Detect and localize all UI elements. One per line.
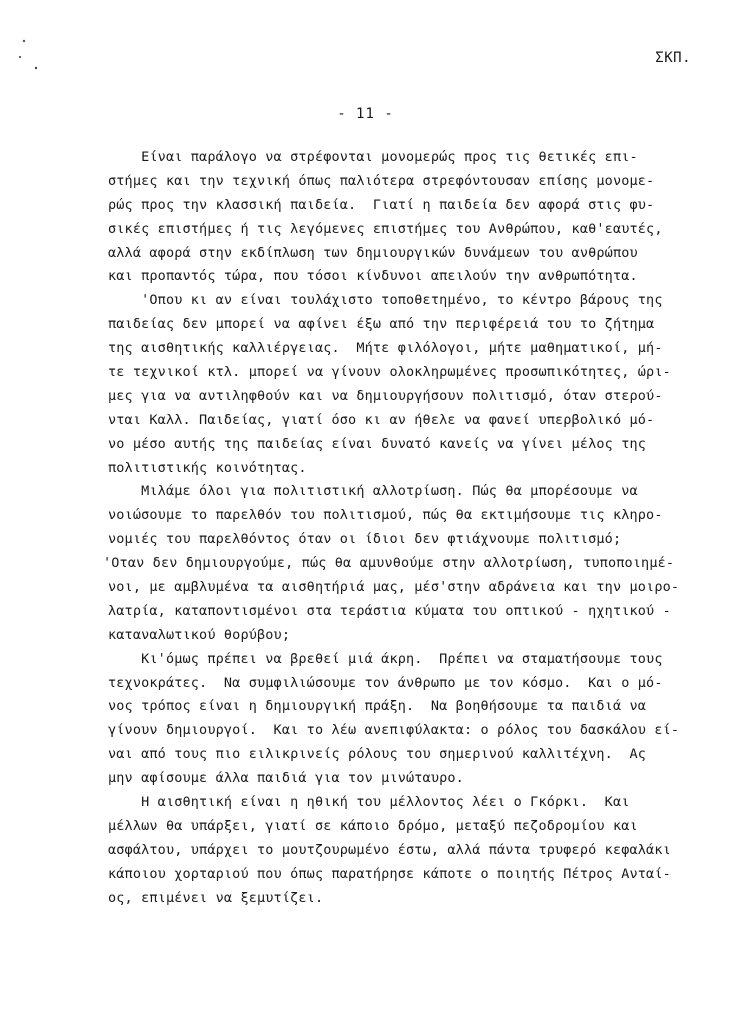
text-line: νοιώσουμε το παρελθόν του πολιτισμού, πώς θα εκτιμήσουμε τις κληρο- [108,507,663,524]
text-line: στήμες και την τεχνική όπως παλιότερα στρεφόντουσαν επίσης μονομε- [108,172,655,189]
page-number: - 11 - [337,106,394,122]
document-code: ΣΚΠ. [655,50,691,66]
text-line: ος, επιμένει να ξεμυτίζει. [108,889,324,906]
text-line: πολιτιστικής κοινότητας. [108,459,307,476]
text-line: μην αφίσουμε άλλα παιδιά για τον μινώταυρο. [108,770,464,787]
text-line: νομιές του παρελθόντος όταν οι ίδιοι δεν φτιάχνουμε πολιτισμό; [108,531,622,548]
body-text [103,146,680,911]
text-line: σικές επιστήμες ή τις λεγόμενες επιστήμες του Ανθρώπου, καθ'εαυτές, [108,220,663,237]
text-line: καταναλωτικού θορύβου; [108,626,291,643]
text-line: μες για να αντιληφθούν και να δημιουργήσουν πολιτισμό, όταν στερού- [108,387,663,404]
text-line: και προπαντός τώρα, που τόσοι κίνδυνοι απειλούν την ανθρωπότητα. [108,268,638,285]
text-line: νοι, με αμβλυμένα τα αισθητήριά μας, μέσ'στην αδράνεια και την μοιρο- [108,579,680,596]
text-line: αλλά αφορά στην εκδίπλωση των δημιουργικών δυνάμεων του ανθρώπου [108,244,638,261]
text-line: Η αισθητική είναι η ηθική του μέλλοντος λέει ο Γκόρκι. Και [108,794,630,811]
text-line: νος τρόπος είναι η δημιουργική πράξη. Να βοηθήσουμε τα παιδιά να [108,698,647,715]
text-line: γίνουν δημιουργοί. Και το λέω ανεπιφύλακτα: ο ρόλος του δασκάλου εί- [108,722,680,739]
text-line: Είναι παράλογο να στρέφονται μονομερώς προς τις θετικές επι- [108,149,638,165]
text-line: της αισθητικής καλλιέργειας. Μήτε φιλόλογοι, μήτε μαθηματικοί, μή- [108,340,663,357]
text-line: λατρία, καταποντισμένοι στα τεράστια κύματα του οπτικού - ηχητικού - [108,602,671,619]
text-line: Κι'όμως πρέπει να βρεθεί μιά άκρη. Πρέπει να σταματήσουμε τους [108,650,663,667]
text-line: Μιλάμε όλοι για πολιτιστική αλλοτρίωση. Πώς θα μπορέσουμε να [108,483,638,500]
text-line: κάποιου χορταριού που όπως παρατήρησε κάποτε ο ποιητής Πέτρος Ανταί- [108,865,671,882]
text-line: ασφάλτου, υπάρχει το μουτζουρωμένο έστω, αλλά πάντα τρυφερό κεφαλάκι [108,841,671,858]
text-line: τεχνοκράτες. Να συμφιλιώσουμε τον άνθρωπο με τον κόσμο. Και ο μό- [108,674,663,691]
text-line: ρώς προς την κλασσική παιδεία. Γιατί η παιδεία δεν αφορά στις φυ- [108,196,655,213]
text-line: νο μέσο αυτής της παιδείας είναι δυνατό κανείς να γίνει μέλος της [108,435,647,452]
text-line: μέλλων θα υπάρξει, γιατί σε κάποιο δρόμο, μεταξύ πεζοδρομίου και [108,817,638,834]
text-line: ναι από τους πιο ειλικρινείς ρόλους του σημερινού καλλιτέχνη. Ας [108,746,647,763]
text-line: 'Οπου κι αν είναι τουλάχιστο τοποθετημένο, το κέντρο βάρους της [108,292,663,309]
scan-specks [0,0,60,80]
text-line: τε τεχνικοί κτλ. μπορεί να γίνουν ολοκληρωμένες προσωπικότητες, ώρι- [108,364,671,381]
text-line: νται Καλλ. Παιδείας, γιατί όσο κι αν ήθελε να φανεί υπερβολικό μό- [108,411,655,428]
text-line: παιδείας δεν μπορεί να αφίνει έξω από την περιφέρειά του το ζήτημα [108,316,655,333]
text-line: 'Οταν δεν δημιουργούμε, πώς θα αμυνθούμε στην αλλοτρίωση, τυποποιημέ- [103,555,675,572]
